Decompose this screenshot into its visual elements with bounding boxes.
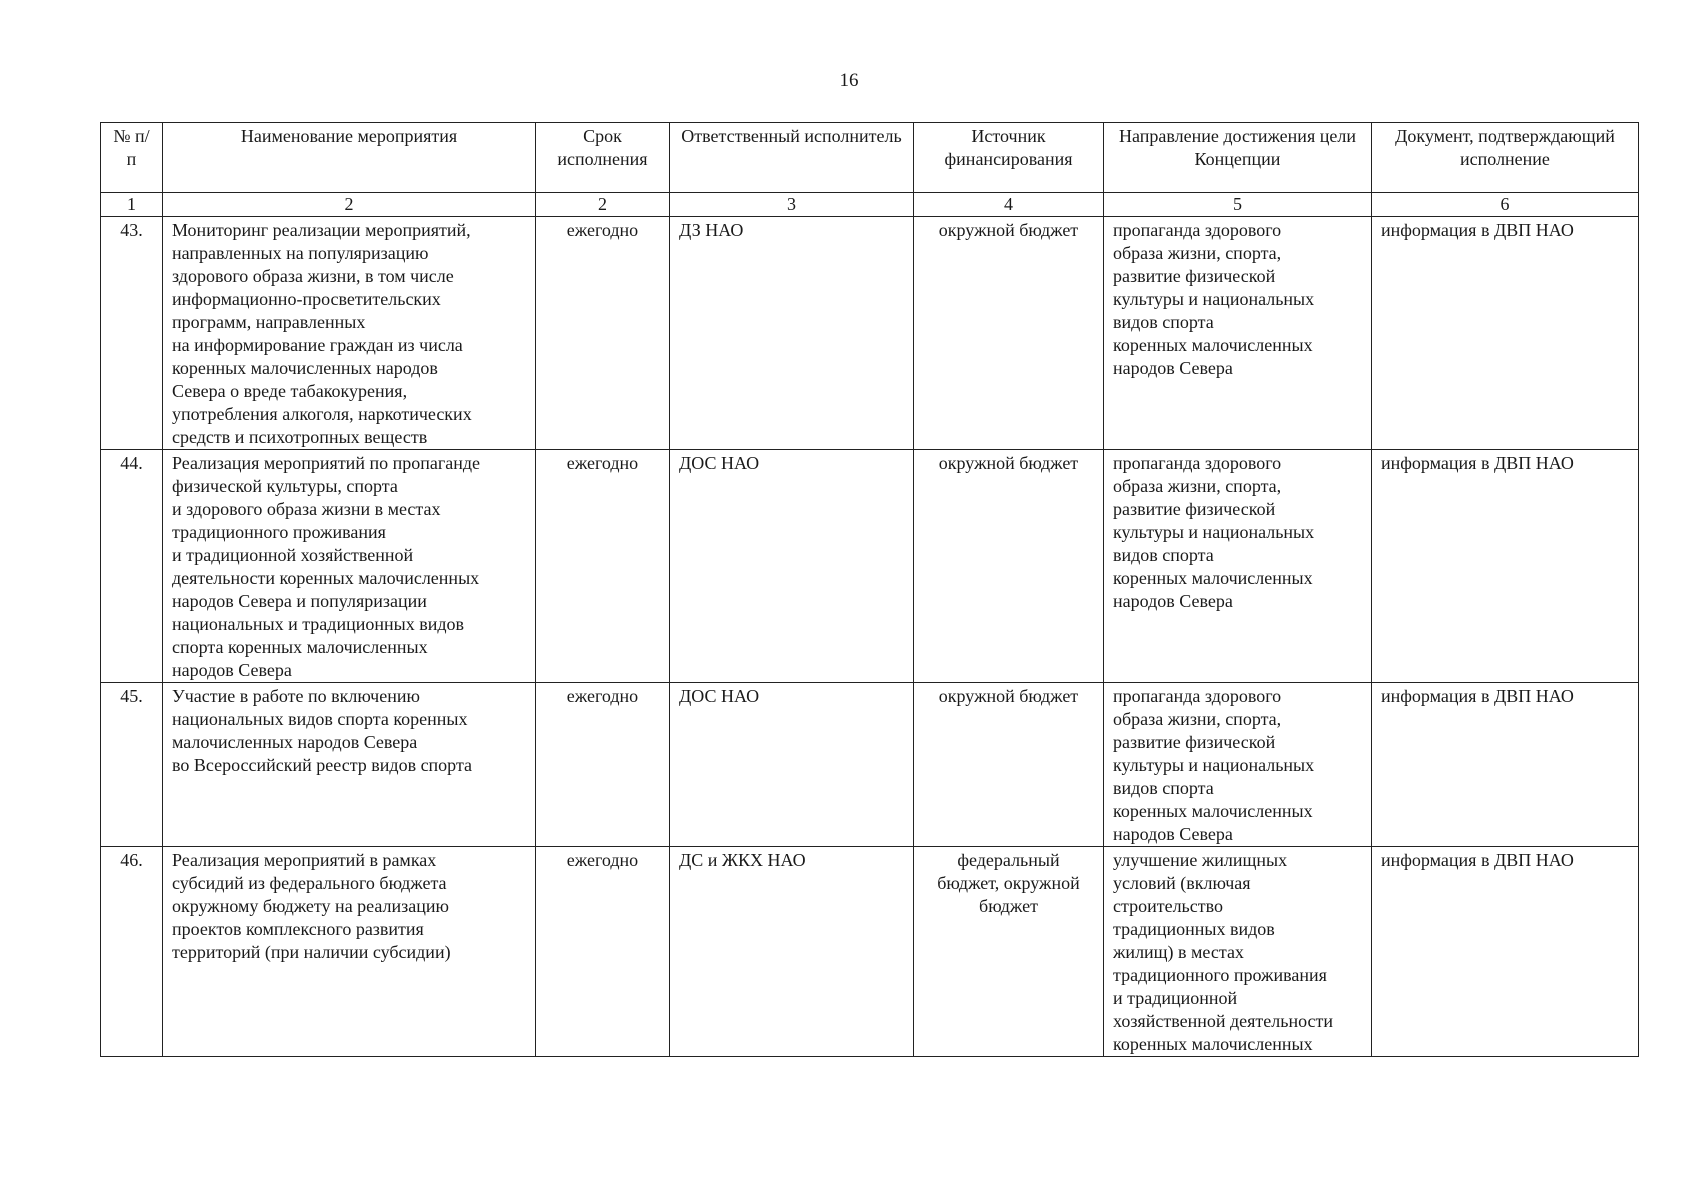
confirming-document: информация в ДВП НАО	[1372, 217, 1639, 450]
deadline: ежегодно	[536, 847, 670, 1057]
row-number: 46.	[101, 847, 163, 1057]
confirming-document: информация в ДВП НАО	[1372, 847, 1639, 1057]
goal-direction: улучшение жилищных условий (включая строительство традиционных видов жилищ) в местах традиционного проживания и традиционной хозяйственной деятельности коренных малочисленных	[1104, 847, 1372, 1057]
column-number: 3	[670, 193, 914, 217]
deadline: ежегодно	[536, 217, 670, 450]
table-row	[101, 217, 1639, 450]
column-number: 4	[914, 193, 1104, 217]
activities-table	[100, 122, 1639, 1057]
row-number: 43.	[101, 217, 163, 450]
header-confirming-document: Документ, подтверждающий исполнение	[1372, 123, 1639, 193]
activity-name: Мониторинг реализации мероприятий, направленных на популяризацию здорового образа жизни, в том числе информационно-просветительских программ, направленных на информирование граждан из числа коренных малочисленных народов Севера о вреде табакокурения, употребления алкоголя, наркотических средств и психотропных веществ	[163, 217, 536, 450]
activity-name: Участие в работе по включению национальных видов спорта коренных малочисленных народов Севера во Всероссийский реестр видов спорта	[163, 683, 536, 847]
goal-direction: пропаганда здорового образа жизни, спорта, развитие физической культуры и национальных видов спорта коренных малочисленных народов Севера	[1104, 450, 1372, 683]
funding-source: федеральный бюджет, окружной бюджет	[914, 847, 1104, 1057]
column-number: 5	[1104, 193, 1372, 217]
header-number: № п/п	[101, 123, 163, 193]
header-executor: Ответственный исполнитель	[670, 123, 914, 193]
funding-source: окружной бюджет	[914, 450, 1104, 683]
deadline: ежегодно	[536, 683, 670, 847]
confirming-document: информация в ДВП НАО	[1372, 683, 1639, 847]
executor: ДОС НАО	[670, 683, 914, 847]
activity-name: Реализация мероприятий по пропаганде физической культуры, спорта и здорового образа жизни в местах традиционного проживания и традиционной хозяйственной деятельности коренных малочисленных народов Севера и популяризации национальных и традиционных видов спорта коренных малочисленных народов Севера	[163, 450, 536, 683]
column-number: 2	[163, 193, 536, 217]
column-number: 6	[1372, 193, 1639, 217]
column-number: 2	[536, 193, 670, 217]
table-row	[101, 847, 1639, 1057]
goal-direction: пропаганда здорового образа жизни, спорта, развитие физической культуры и национальных видов спорта коренных малочисленных народов Севера	[1104, 217, 1372, 450]
deadline: ежегодно	[536, 450, 670, 683]
confirming-document: информация в ДВП НАО	[1372, 450, 1639, 683]
executor: ДЗ НАО	[670, 217, 914, 450]
table-row	[101, 683, 1639, 847]
header-goal-direction: Направление достижения цели Концепции	[1104, 123, 1372, 193]
executor: ДС и ЖКХ НАО	[670, 847, 914, 1057]
funding-source: окружной бюджет	[914, 683, 1104, 847]
funding-source: окружной бюджет	[914, 217, 1104, 450]
header-deadline: Срок исполнения	[536, 123, 670, 193]
column-number-row	[101, 193, 1639, 217]
page-number: 16	[839, 70, 859, 91]
executor: ДОС НАО	[670, 450, 914, 683]
column-number: 1	[101, 193, 163, 217]
row-number: 45.	[101, 683, 163, 847]
activity-name: Реализация мероприятий в рамках субсидий из федерального бюджета окружному бюджету на реализацию проектов комплексного развития территорий (при наличии субсидии)	[163, 847, 536, 1057]
table-row	[101, 450, 1639, 683]
header-activity-name: Наименование мероприятия	[163, 123, 536, 193]
table-header-row	[101, 123, 1639, 193]
row-number: 44.	[101, 450, 163, 683]
header-funding-source: Источник финансирования	[914, 123, 1104, 193]
goal-direction: пропаганда здорового образа жизни, спорта, развитие физической культуры и национальных видов спорта коренных малочисленных народов Севера	[1104, 683, 1372, 847]
